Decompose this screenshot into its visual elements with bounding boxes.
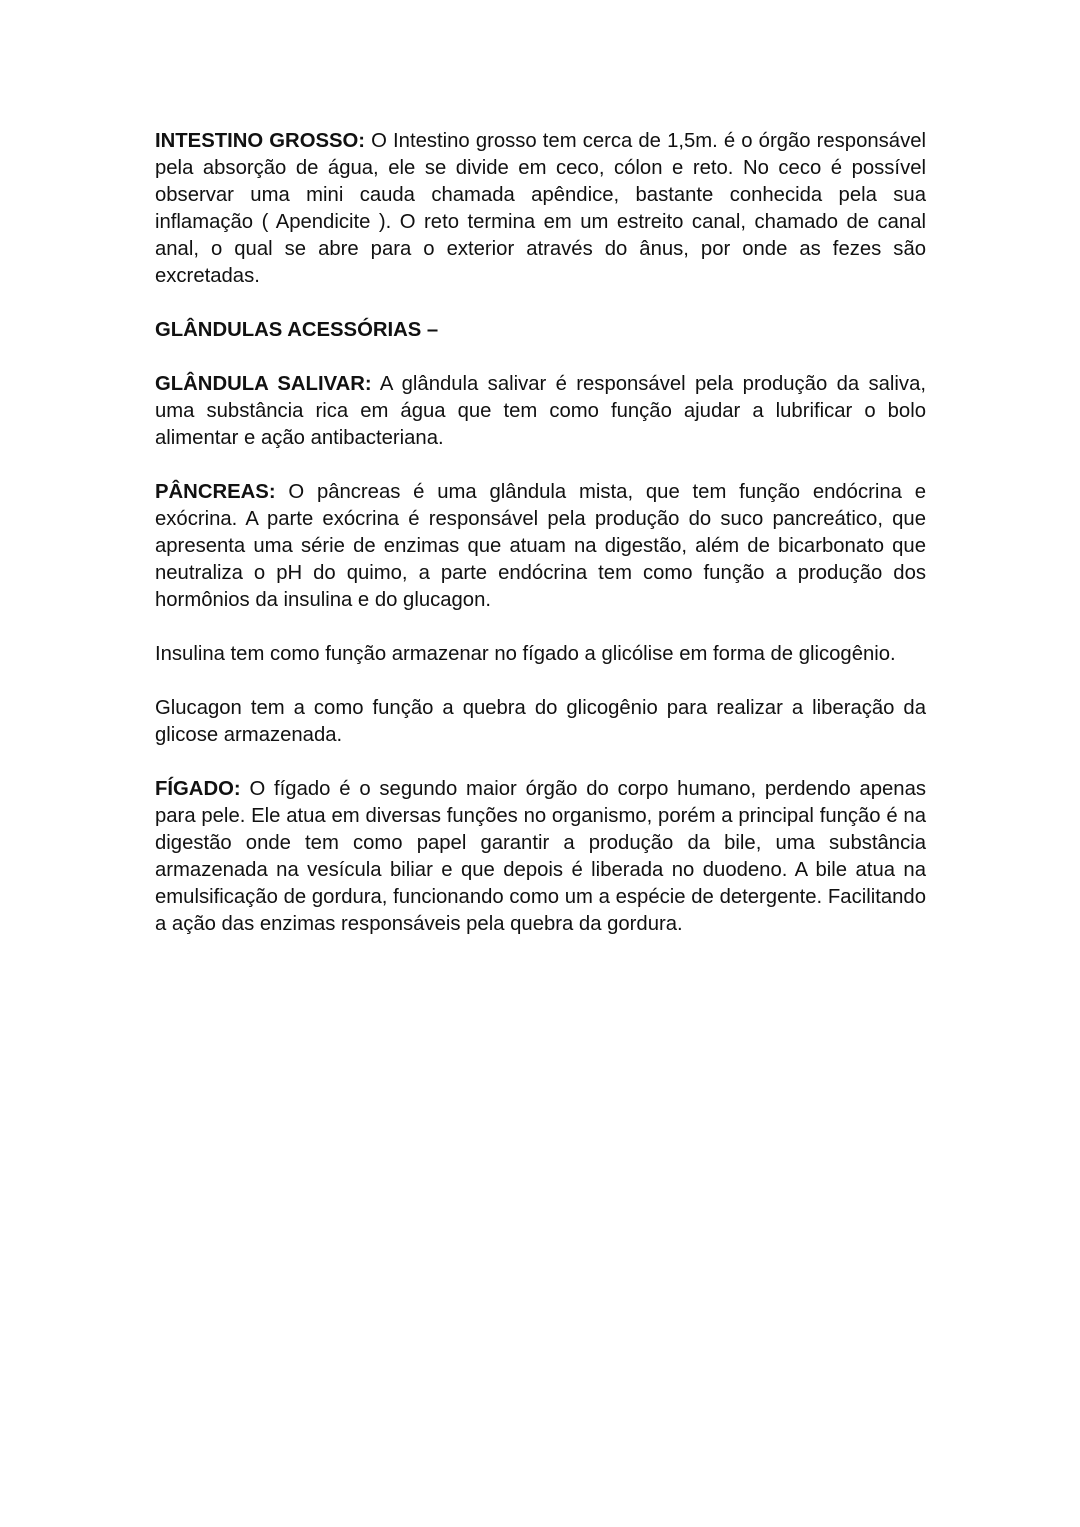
paragraph-glucagon [155, 695, 926, 749]
heading-label: INTESTINO GROSSO: [155, 130, 366, 152]
heading-label: GLÂNDULA SALIVAR: [155, 373, 372, 395]
paragraph-text: Insulina tem como função armazenar no fígado a glicólise em forma de glicogênio. [155, 643, 896, 665]
paragraph-text: O Intestino grosso tem cerca de 1,5m. é o órgão responsável pela absorção de água, ele se divide em ceco, cólon e reto. No ceco é possível observar uma mini cauda chamada apêndice, bastante conhecida pela sua inflamação ( Apendicite ). O reto termina em um estreito canal, chamado de canal anal, o qual se abre para o exterior através do ânus, por onde as fezes são excretadas. [155, 130, 926, 287]
paragraph-text: A glândula salivar é responsável pela produção da saliva, uma substância rica em água que tem como função ajudar a lubrificar o bolo alimentar e ação antibacteriana. [155, 373, 926, 449]
section-heading-glandulas [155, 317, 926, 344]
paragraph-glandula-salivar [155, 371, 926, 452]
paragraph-pancreas [155, 479, 926, 614]
paragraph-text: O fígado é o segundo maior órgão do corpo humano, perdendo apenas para pele. Ele atua em diversas funções no organismo, porém a principal função é na digestão onde tem como papel garantir a produção da bile, uma substância armazenada na vesícula biliar e que depois é liberada no duodeno. A bile atua na emulsificação de gordura, funcionando como um a espécie de detergente. Facilitando a ação das enzimas responsáveis pela quebra da gordura. [155, 778, 926, 935]
heading-label: PÂNCREAS: [155, 481, 276, 503]
paragraph-insulina [155, 641, 926, 668]
document-page [155, 128, 926, 965]
heading-label: GLÂNDULAS ACESSÓRIAS – [155, 319, 439, 341]
paragraph-figado [155, 776, 926, 938]
paragraph-text: O pâncreas é uma glândula mista, que tem função endócrina e exócrina. A parte exócrina é responsável pela produção do suco pancreático, que apresenta uma série de enzimas que atuam na digestão, além de bicarbonato que neutraliza o pH do quimo, a parte endócrina tem como função a produção dos hormônios da insulina e do glucagon. [155, 481, 926, 611]
paragraph-intestino-grosso [155, 128, 926, 290]
paragraph-text: Glucagon tem a como função a quebra do glicogênio para realizar a liberação da glicose armazenada. [155, 697, 926, 746]
heading-label: FÍGADO: [155, 778, 241, 800]
